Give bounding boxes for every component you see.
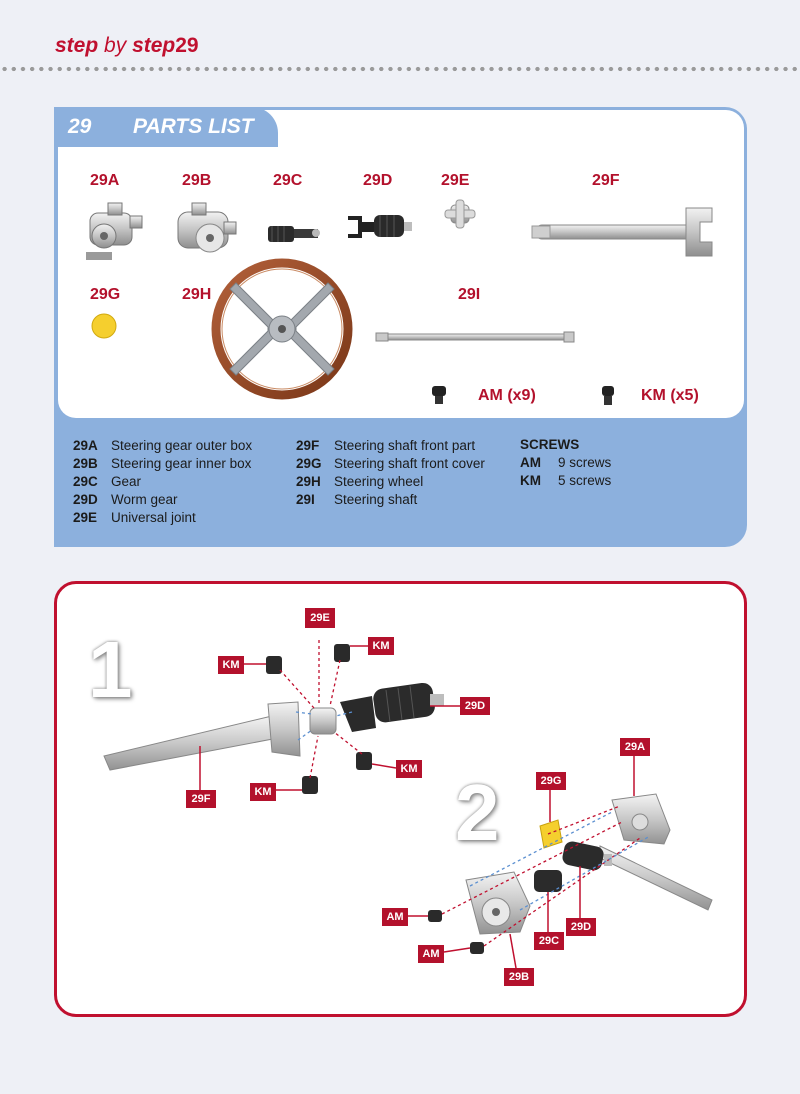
tag-s1-29f: 29F [186, 790, 216, 808]
label-29a: 29A [90, 172, 120, 189]
step1-screw-km [266, 656, 282, 674]
legend-code: 29F [296, 438, 320, 453]
tag-s2-29g: 29G [536, 772, 566, 790]
label-29c: 29C [273, 172, 303, 189]
legend-name: Steering shaft front cover [334, 456, 485, 471]
step1-screw-km [334, 644, 350, 662]
label-29f: 29F [592, 172, 620, 189]
legend-code: 29E [73, 510, 98, 525]
legend-code: 29C [73, 474, 98, 489]
tag-s2-29c: 29C [534, 932, 564, 950]
legend-code: 29G [296, 456, 322, 471]
header-number: 29 [175, 34, 199, 57]
legend-code: 29H [296, 474, 321, 489]
header-by-word: by [104, 34, 127, 57]
step-1-number: 1 [88, 625, 133, 714]
legend-name: Steering shaft [334, 492, 418, 507]
header-step2-word: step [132, 34, 176, 57]
step1-shaft-29f [104, 702, 300, 770]
tag-s1-km: KM [396, 760, 422, 778]
label-29h: 29H [182, 286, 212, 303]
legend-name: Gear [111, 474, 142, 489]
step2-screw-am [428, 910, 442, 922]
parts-list-number: 29 [68, 115, 92, 138]
legend-name: Steering gear inner box [111, 456, 252, 471]
tag-s2-am: AM [418, 945, 444, 963]
step1-worm-29d [340, 682, 444, 732]
tag-s2-29a: 29A [620, 738, 650, 756]
tag-s1-km: KM [218, 656, 244, 674]
label-29d: 29D [363, 172, 393, 189]
tag-s1-29e: 29E [305, 608, 335, 628]
legend-code: 29D [73, 492, 98, 507]
step-2-number: 2 [455, 768, 500, 857]
legend-code: KM [520, 473, 541, 488]
label-29g: 29G [90, 286, 121, 303]
legend-name: Worm gear [111, 492, 178, 507]
tag-s1-29d: 29D [460, 697, 490, 715]
label-29e: 29E [441, 172, 470, 189]
step2-outer-box-29a [600, 794, 712, 910]
tag-s2-am: AM [382, 908, 408, 926]
step1-screw-km [302, 776, 318, 794]
tag-s2-29b: 29B [504, 968, 534, 986]
parts-list-title: PARTS LIST [133, 115, 254, 138]
label-29i: 29I [458, 286, 481, 303]
screws-heading: SCREWS [520, 437, 580, 452]
label-am-screws: AM (x9) [478, 387, 536, 404]
step2-worm-29d [561, 840, 612, 872]
legend-code: AM [520, 455, 541, 470]
legend-name: Steering gear outer box [111, 438, 253, 453]
label-29b: 29B [182, 172, 212, 189]
header-step-word: step [55, 34, 99, 57]
legend-name: Universal joint [111, 510, 196, 525]
legend-name: 5 screws [558, 473, 612, 488]
tag-s1-km: KM [368, 637, 394, 655]
tag-s1-km: KM [250, 783, 276, 801]
step1-screw-km [356, 752, 372, 770]
legend-code: 29A [73, 438, 98, 453]
legend-code: 29I [296, 492, 315, 507]
step1-joint-29e [310, 708, 336, 734]
legend-name: Steering shaft front part [334, 438, 476, 453]
tag-s2-29d: 29D [566, 918, 596, 936]
step2-inner-box-29b [466, 872, 530, 934]
step2-screw-am [470, 942, 484, 954]
legend-code: 29B [73, 456, 98, 471]
legend-name: Steering wheel [334, 474, 424, 489]
legend-name: 9 screws [558, 455, 612, 470]
label-km-screws: KM (x5) [641, 387, 699, 404]
